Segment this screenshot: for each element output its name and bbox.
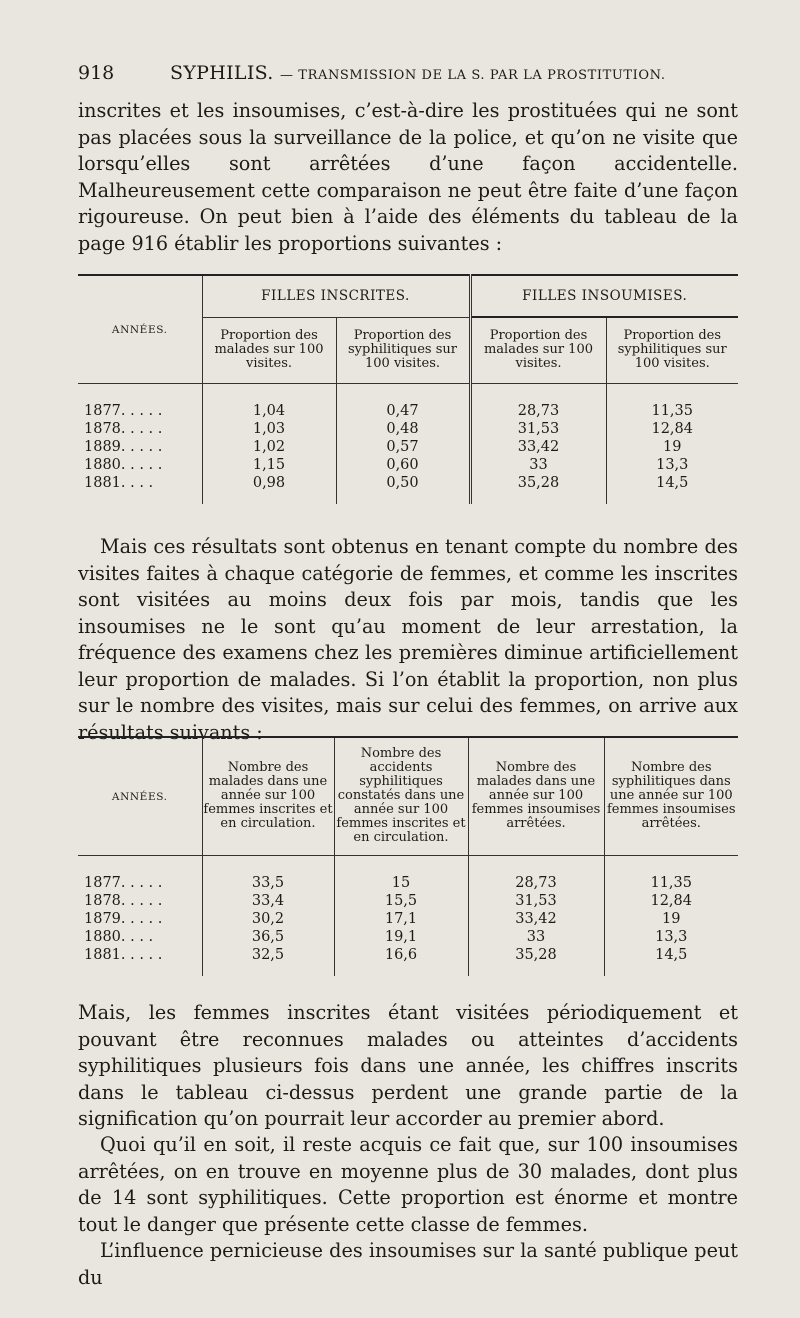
table-row: [78, 474, 738, 504]
row-value: 13,3: [604, 928, 738, 946]
row-year: 1879. . . . .: [84, 910, 163, 927]
row-value: 35,28: [470, 474, 606, 504]
row-value: 14,5: [604, 946, 738, 976]
table-row: [78, 892, 738, 910]
row-value: 31,53: [470, 420, 606, 438]
table2-col-malades-inscrites: Nombre des malades dans une année sur 100 femmes inscrites et en circulation.: [202, 737, 334, 855]
running-title-main: SYPHILIS.: [170, 62, 274, 84]
running-title: [170, 62, 666, 84]
paragraph-caveat: Mais, les femmes inscrites étant visitées périodiquement et pouvant être reconnues malades ou atteintes d’accidents syphilitiques plusieurs fois dans une année, les chiffres inscrits dans le tableau ci-dessus perdent une grande partie de la signification qu’on pourrait leur accorder au premier abord.: [78, 1001, 738, 1130]
row-year: 1881. . . . .: [84, 946, 163, 963]
row-value: 11,35: [604, 855, 738, 892]
row-value: 1,02: [202, 438, 336, 456]
row-value: 0,57: [336, 438, 470, 456]
table2-col-syph-insoumises: Nombre des syphilitiques dans une année sur 100 femmes insoumises arrêtées.: [604, 737, 738, 855]
table2-col-syph-inscrites: Nombre des accidents syphilitiques constatés dans une année sur 100 femmes inscrites et en circulation.: [334, 737, 468, 855]
table1-col-syph-insoumises: Proportion des syphilitiques sur 100 visites.: [606, 317, 738, 383]
row-value: 1,03: [202, 420, 336, 438]
row-value: 0,50: [336, 474, 470, 504]
table-row: [78, 383, 738, 420]
row-value: 1,04: [202, 383, 336, 420]
row-value: 19,1: [334, 928, 468, 946]
row-value: 0,60: [336, 456, 470, 474]
table-proportions-women: [78, 736, 738, 976]
table-row: [78, 928, 738, 946]
paragraph-intro: inscrites et les insoumises, c’est-à-dire les prostituées qui ne sont pas placées sous la surveillance de la police, et qu’on ne visite que lorsqu’elles sont arrêtées d’une façon accidentelle. Malheureusement cette comparaison ne peut être faite d’une façon rigoureuse. On peut bien à l’aide des éléments du tableau de la page 916 établir les proportions suivantes :: [78, 99, 738, 255]
row-value: 15: [334, 855, 468, 892]
table2-col-malades-insoumises: Nombre des malades dans une année sur 100 femmes insoumises arrêtées.: [468, 737, 604, 855]
row-year: 1880. . . .: [84, 928, 154, 945]
row-value: 33,5: [202, 855, 334, 892]
table-row: [78, 456, 738, 474]
paragraph-explanation: Mais ces résultats sont obtenus en tenant compte du nombre des visites faites à chaque catégorie de femmes, et comme les inscrites sont visitées au moins deux fois par mois, tandis que les insoumises ne le sont qu’au moment de leur arrestation, la fréquence des examens chez les premières diminue artificiellement leur proportion de malades. Si l’on établit la proportion, non plus sur le nombre des visites, mais sur celui des femmes, on arrive aux résultats suivants :: [78, 535, 738, 744]
paragraph-conclusion: Quoi qu’il en soit, il reste acquis ce fait que, sur 100 insoumises arrêtées, on en trouve en moyenne plus de 30 malades, dont plus de 14 sont syphilitiques. Cette proportion est énorme et montre tout le danger que présente cette classe de femmes.: [78, 1133, 738, 1236]
table-row: [78, 946, 738, 976]
table1-group-insoumises: FILLES INSOUMISES.: [470, 275, 738, 317]
table1-group-inscrites: FILLES INSCRITES.: [202, 275, 470, 317]
row-value: 28,73: [468, 855, 604, 892]
row-value: 33,42: [470, 438, 606, 456]
row-value: 32,5: [202, 946, 334, 976]
table-proportions-visits: [78, 274, 738, 504]
table-row: [78, 910, 738, 928]
row-value: 13,3: [606, 456, 738, 474]
row-value: 31,53: [468, 892, 604, 910]
row-value: 15,5: [334, 892, 468, 910]
row-value: 35,28: [468, 946, 604, 976]
row-value: 14,5: [606, 474, 738, 504]
row-value: 12,84: [606, 420, 738, 438]
row-value: 0,48: [336, 420, 470, 438]
table1-years-header: ANNÉES.: [111, 324, 168, 337]
row-value: 36,5: [202, 928, 334, 946]
table-row: [78, 420, 738, 438]
table2-years-header: ANNÉES.: [111, 791, 168, 804]
row-value: 33: [470, 456, 606, 474]
running-subtitle: — TRANSMISSION DE LA S. PAR LA PROSTITUTION.: [279, 68, 666, 83]
paragraph-influence: L’influence pernicieuse des insoumises sur la santé publique peut du: [78, 1239, 738, 1289]
row-value: 0,47: [336, 383, 470, 420]
table-row: [78, 438, 738, 456]
running-header: [78, 62, 738, 86]
row-value: 1,15: [202, 456, 336, 474]
table1-col-malades-insoumises: Proportion des malades sur 100 visites.: [470, 317, 606, 383]
row-value: 33,42: [468, 910, 604, 928]
row-value: 30,2: [202, 910, 334, 928]
row-year: 1880. . . . .: [84, 456, 163, 473]
row-year: 1878. . . . .: [84, 892, 163, 909]
row-value: 11,35: [606, 383, 738, 420]
row-value: 16,6: [334, 946, 468, 976]
row-year: 1877. . . . .: [84, 402, 163, 419]
page-number: 918: [78, 62, 115, 84]
row-year: 1881. . . .: [84, 474, 154, 491]
row-year: 1877. . . . .: [84, 874, 163, 891]
row-value: 0,98: [202, 474, 336, 504]
row-value: 19: [606, 438, 738, 456]
table1-col-malades-inscrites: Proportion des malades sur 100 visites.: [202, 317, 336, 383]
row-year: 1878. . . . .: [84, 420, 163, 437]
table1-col-syph-inscrites: Proportion des syphilitiques sur 100 visites.: [336, 317, 470, 383]
row-value: 17,1: [334, 910, 468, 928]
row-value: 33: [468, 928, 604, 946]
row-year: 1889. . . . .: [84, 438, 163, 455]
row-value: 28,73: [470, 383, 606, 420]
row-value: 19: [604, 910, 738, 928]
row-value: 33,4: [202, 892, 334, 910]
table-row: [78, 855, 738, 892]
row-value: 12,84: [604, 892, 738, 910]
